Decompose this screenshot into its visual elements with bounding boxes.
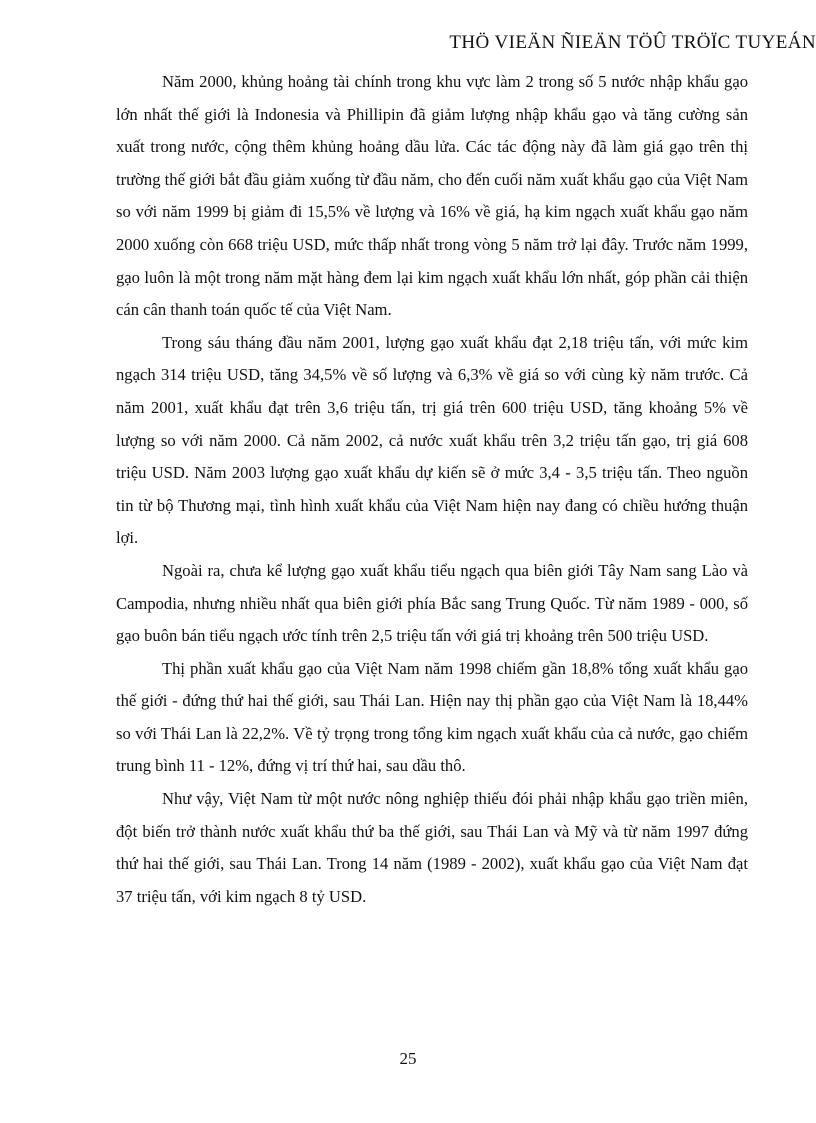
paragraph: Như vậy, Việt Nam từ một nước nông nghiệp thiếu đói phải nhập khẩu gạo triền miên, đột biến trở thành nước xuất khẩu thứ ba thế giới, sau Thái Lan và Mỹ và từ năm 1997 đứng thứ hai thế giới, sau Thái Lan. Trong 14 năm (1989 - 2002), xuất khẩu gạo của Việt Nam đạt 37 triệu tấn, với kim ngạch 8 tỷ USD.: [116, 789, 748, 906]
paragraph: Trong sáu tháng đầu năm 2001, lượng gạo xuất khẩu đạt 2,18 triệu tấn, với mức kim ngạch 314 triệu USD, tăng 34,5% về số lượng và 6,3% về giá so với cùng kỳ năm trước. Cả năm 2001, xuất khẩu đạt trên 3,6 triệu tấn, trị giá trên 600 triệu USD, tăng khoảng 5% về lượng so với năm 2000. Cả năm 2002, cả nước xuất khẩu trên 3,2 triệu tấn gạo, trị giá 608 triệu USD. Năm 2003 lượng gạo xuất khẩu dự kiến sẽ ở mức 3,4 - 3,5 triệu tấn. Theo nguồn tin từ bộ Thương mại, tình hình xuất khẩu của Việt Nam hiện nay đang có chiều hướng thuận lợi.: [116, 332, 748, 548]
paragraph: Năm 2000, khủng hoảng tài chính trong khu vực làm 2 trong số 5 nước nhập khẩu gạo lớn nhất thế giới là Indonesia và Phillipin đã giảm lượng nhập khẩu gạo và tăng cường sản xuất trong nước, cộng thêm khủng hoảng dầu lửa. Các tác động này đã làm giá gạo trên thị trường thế giới bắt đầu giảm xuống từ đầu năm, cho đến cuối năm xuất khẩu gạo của Việt Nam so với năm 1999 bị giảm đi 15,5% về lượng và 16% về giá, hạ kim ngạch xuất khẩu gạo năm 2000 xuống còn 668 triệu USD, mức thấp nhất trong vòng 5 năm trở lại đây. Trước năm 1999, gạo luôn là một trong năm mặt hàng đem lại kim ngạch xuất khẩu lớn nhất, góp phần cải thiện cán cân thanh toán quốc tế của Việt Nam.: [116, 72, 748, 320]
paragraph: Ngoài ra, chưa kể lượng gạo xuất khẩu tiểu ngạch qua biên giới Tây Nam sang Lào và Campodia, nhưng nhiều nhất qua biên giới phía Bắc sang Trung Quốc. Từ năm 1989 - 000, số gạo buôn bán tiểu ngạch ước tính trên 2,5 triệu tấn với giá trị khoảng trên 500 triệu USD.: [116, 560, 748, 646]
page-number: 25: [399, 1049, 417, 1068]
page-header: THÖ VIEÄN ÑIEÄN TÖÛ TRÖÏC TUYEÁN: [449, 32, 816, 53]
paragraph: Thị phần xuất khẩu gạo của Việt Nam năm 1998 chiếm gần 18,8% tổng xuất khẩu gạo thế giới - đứng thứ hai thế giới, sau Thái Lan. Hiện nay thị phần gạo của Việt Nam là 18,44% so với Thái Lan là 22,2%. Về tỷ trọng trong tổng kim ngạch xuất khẩu của cả nước, gạo chiếm trung bình 11 - 12%, đứng vị trí thứ hai, sau dầu thô.: [116, 658, 748, 776]
document-body: [116, 66, 748, 913]
